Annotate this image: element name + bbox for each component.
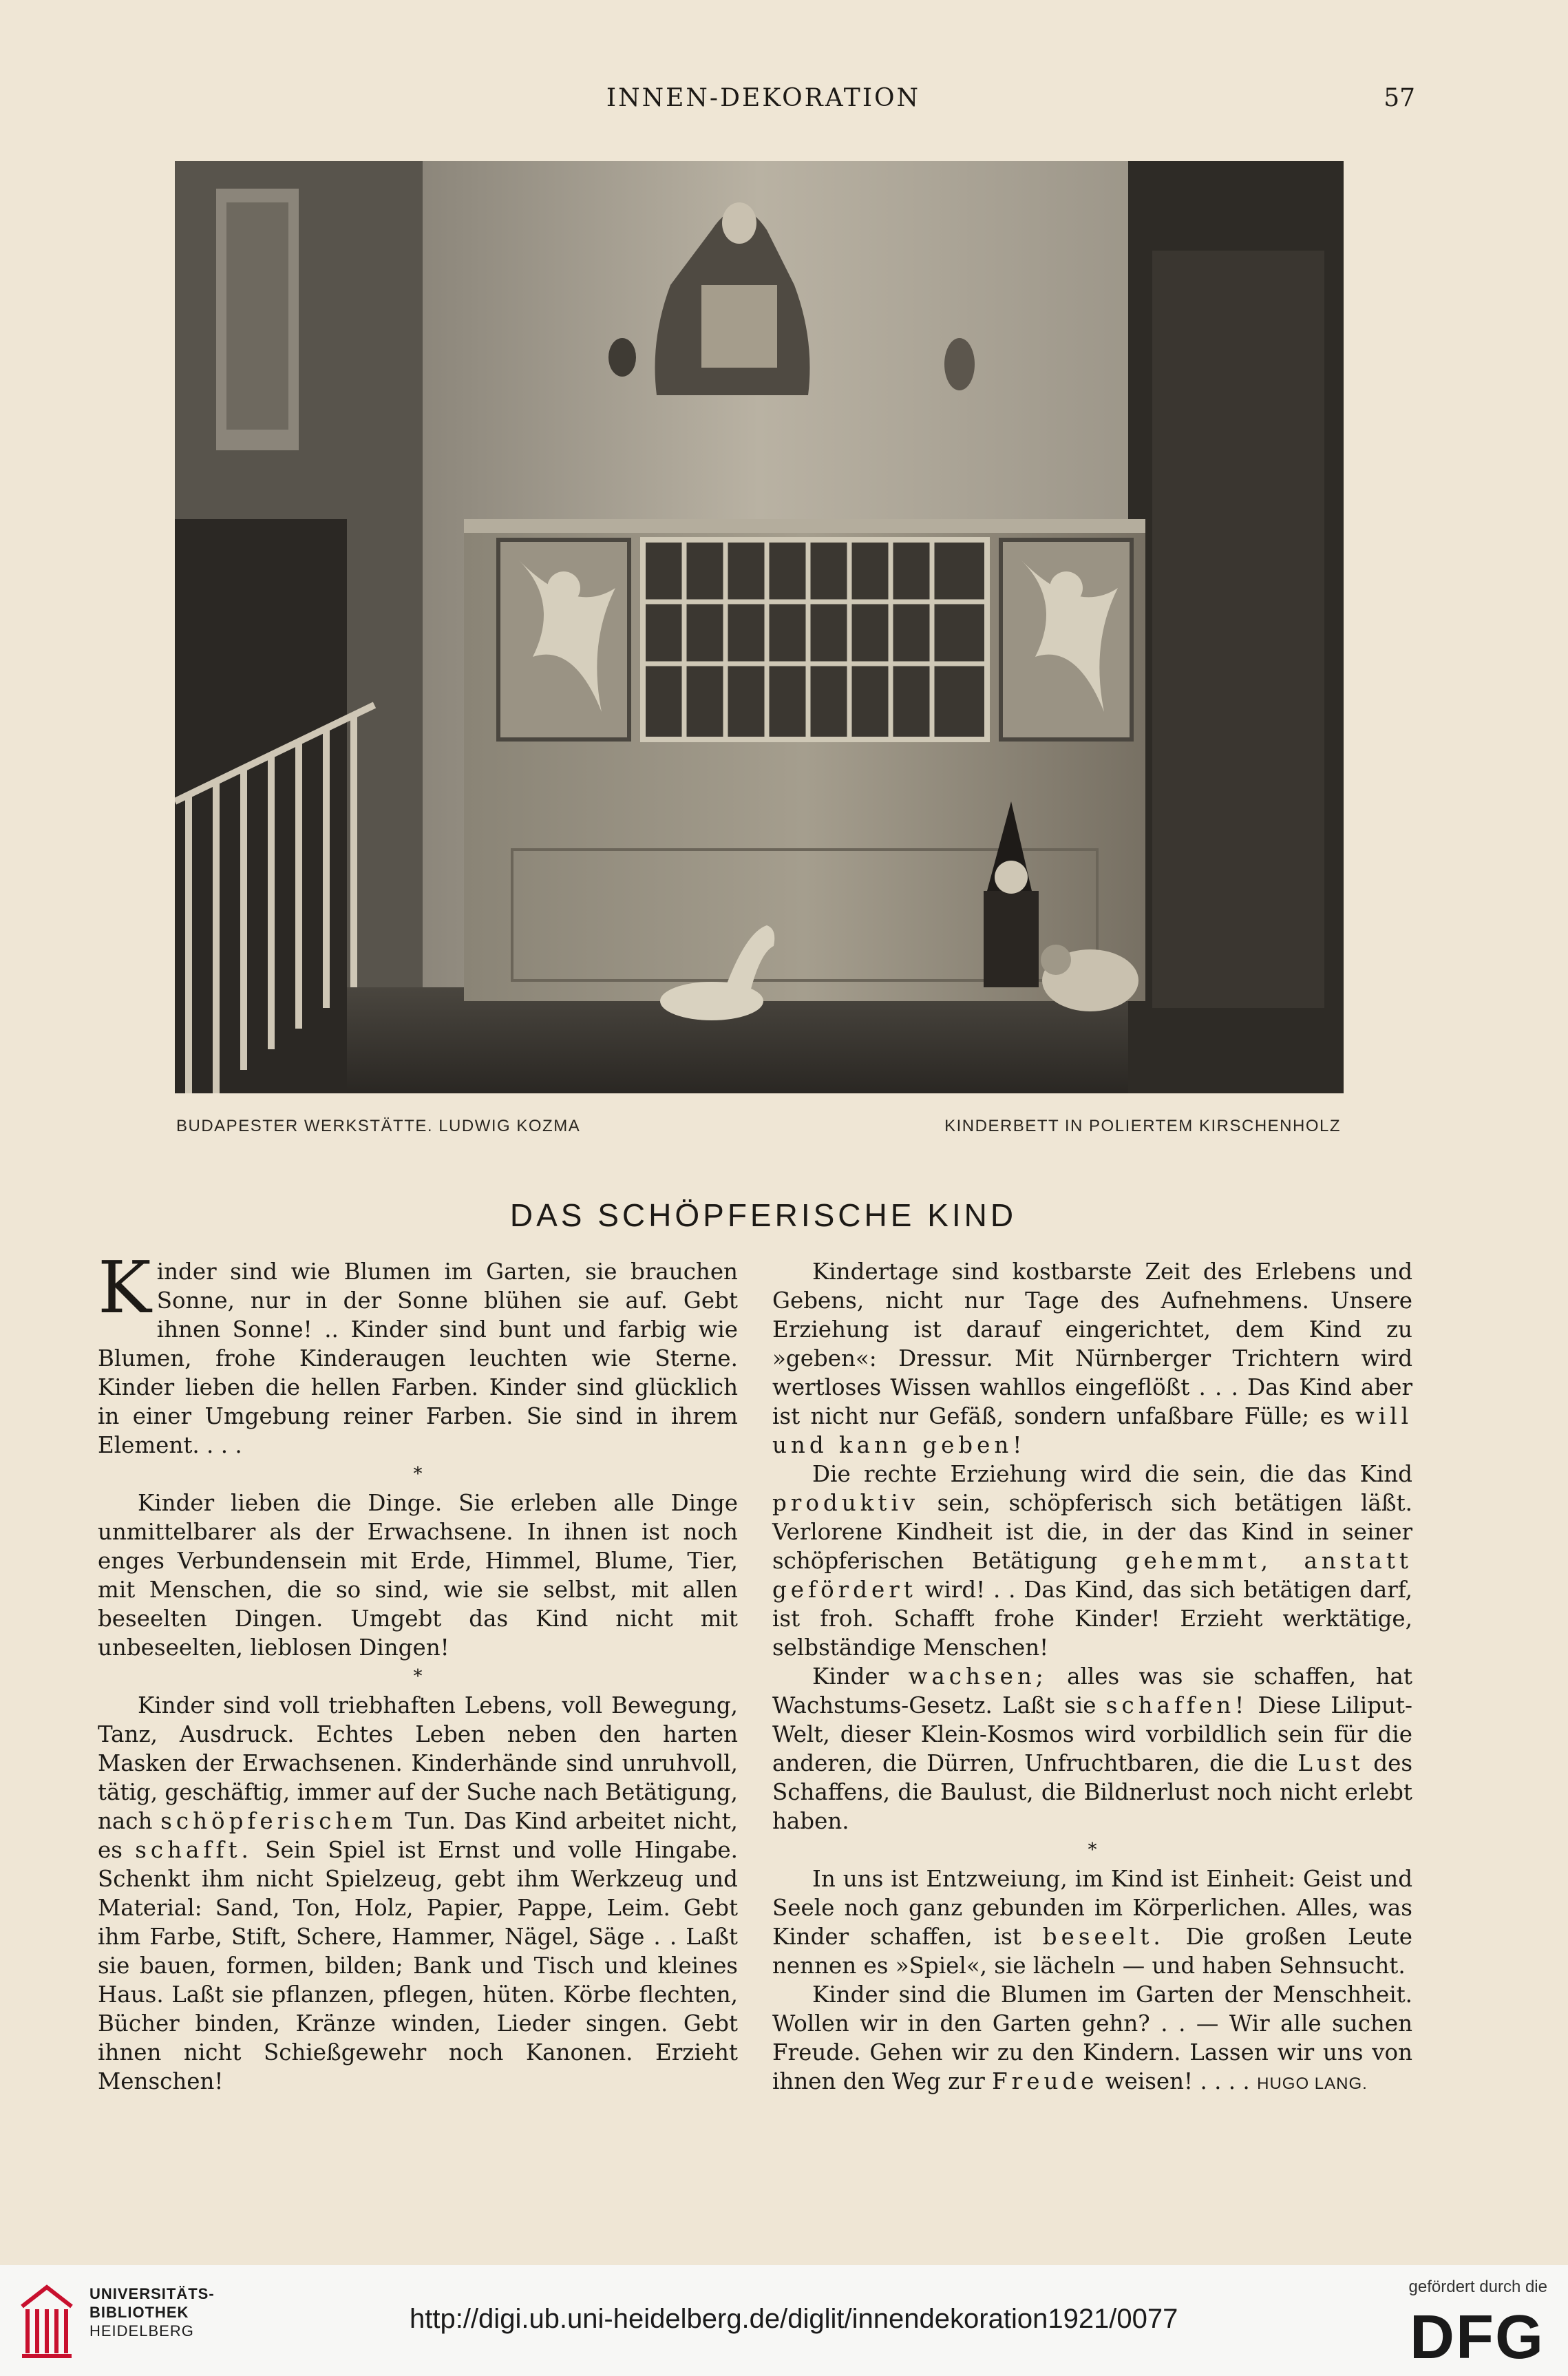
text-column-right <box>772 1257 1412 2099</box>
photograph-childrens-bed <box>175 161 1344 1093</box>
paragraph: In uns ist Entzweiung, im Kind ist Einheit: Geist und Seele noch ganz gebunden im Körperlichen. Alles, was Kinder schaffen, ist beseelt. Die großen Leute nennen es »Spiel«, sie lächeln — und haben Sehnsucht. <box>772 1866 1412 1979</box>
paragraph: Kinder sind voll triebhaften Lebens, voll Bewegung, Tanz, Ausdruck. Echtes Leben neben den harten Masken der Erwachsenen. Kinderhände sind unruhvoll, tätig, geschäftig, immer auf der Suche nach Betätigung, nach schöpferischem Tun. Das Kind arbeitet nicht, es schafft. Sein Spiel ist Ernst und volle Hingabe. Schenkt ihm nicht Spielzeug, gebt ihm Werkzeug und Material: Sand, Ton, Holz, Papier, Pappe, Leim. Gebt ihm Farbe, Stift, Schere, Hammer, Nägel, Säge . . Laßt sie bauen, formen, bilden; Bank und Tisch und kleines Haus. Laßt sie pflanzen, pflegen, hüten. Körbe flechten, Bücher binden, Kränze winden, Lieder singen. Gebt ihnen nicht Schießgewehr noch Kanonen. Erzieht Menschen! <box>98 1692 738 2094</box>
text-column-left <box>98 1245 738 2096</box>
university-library-logo-icon <box>15 2279 78 2362</box>
paragraph: Die rechte Erziehung wird die sein, die das Kind produktiv sein, schöpferisch sich betätigen läßt. Verlorene Kindheit ist die, in der das Kind in seiner schöpferischen Betätigung gehemmt, anstatt gefördert wird! . . Das Kind, das sich betätigen darf, ist froh. Schafft frohe Kinder! Erzieht werktätige, selbständige Menschen! <box>772 1461 1412 1661</box>
caption-object: KINDERBETT IN POLIERTEM KIRSCHENHOLZ <box>944 1117 1341 1135</box>
section-separator: * <box>413 1666 423 1687</box>
running-head <box>0 84 1568 118</box>
section-separator: * <box>1088 1840 1097 1860</box>
article-title: DAS SCHÖPFERISCHE KIND <box>509 1197 1017 1233</box>
paragraph: Kindertage sind kostbarste Zeit des Erlebens und Gebens, nicht nur Tage des Aufnehmens. Unsere Erziehung ist darauf eingerichtet, dem Kind zu »geben«: Dressur. Mit Nürnberger Trichtern wird wertloses Wissen wahllos eingeflößt . . . Das Kind aber ist nicht nur Gefäß, sondern unfaßbare Fülle; es will und kann geben! <box>772 1259 1412 1458</box>
caption-workshop: BUDAPESTER WERKSTÄTTE. LUDWIG KOZMA <box>176 1117 581 1135</box>
drop-cap: K <box>98 1245 151 1329</box>
author-signature: HUGO LANG. <box>1257 2074 1368 2093</box>
library-name: UNIVERSITÄTS- BIBLIOTHEK HEIDELBERG <box>89 2285 215 2340</box>
page-number: 57 <box>1384 84 1415 112</box>
paragraph: Kinder lieben die Dinge. Sie erleben alle Dinge unmittelbarer als der Erwachsene. In ihnen ist noch enges Verbundensein mit Erde, Himmel, Blume, Tier, mit Menschen, die so sind, wie sie selbst, mit allen beseelten Dingen. Umgebt das Kind nicht mit unbeseelten, lieblosen Dingen! <box>98 1490 738 1661</box>
dfg-logo: DFG <box>1410 2303 1545 2372</box>
paragraph: Kinder wachsen; alles was sie schaffen, hat Wachstums-Gesetz. Laßt sie schaffen! Diese Liliput-Welt, dieser Klein-Kosmos wird vorbildlich sein für die anderen, die Dürren, Unfruchtbaren, die die Lust des Schaffens, die Baulust, die Bildnerlust noch nicht erlebt haben. <box>772 1663 1412 1834</box>
funding-label: gefördert durch die <box>1408 2278 1547 2296</box>
paragraph: Kinder sind die Blumen im Garten der Menschheit. Wollen wir in den Garten gehn? . . — Wir alle suchen Freude. Gehen wir zu den Kindern. Lassen wir uns von ihnen den Weg zur Freude weisen! . . . . HUGO LANG. <box>772 1981 1412 2094</box>
paragraph: Kinder sind wie Blumen im Garten, sie brauchen Sonne, nur in der Sonne blühen sie auf. Gebt ihnen Sonne! .. Kinder sind bunt und farbig wie Blumen, frohe Kinderaugen leuchten wie Sterne. Kinder lieben die hellen Farben. Kinder sind glücklich in einer Umgebung reiner Farben. Sie sind in ihrem Element. . . . <box>98 1245 738 1458</box>
running-title: INNEN-DEKORATION <box>606 84 921 112</box>
digitization-footer <box>0 2265 1568 2376</box>
source-url-link[interactable]: http://digi.ub.uni-heidelberg.de/diglit/innendekoration1921/0077 <box>410 2304 1178 2334</box>
section-separator: * <box>413 1464 423 1484</box>
